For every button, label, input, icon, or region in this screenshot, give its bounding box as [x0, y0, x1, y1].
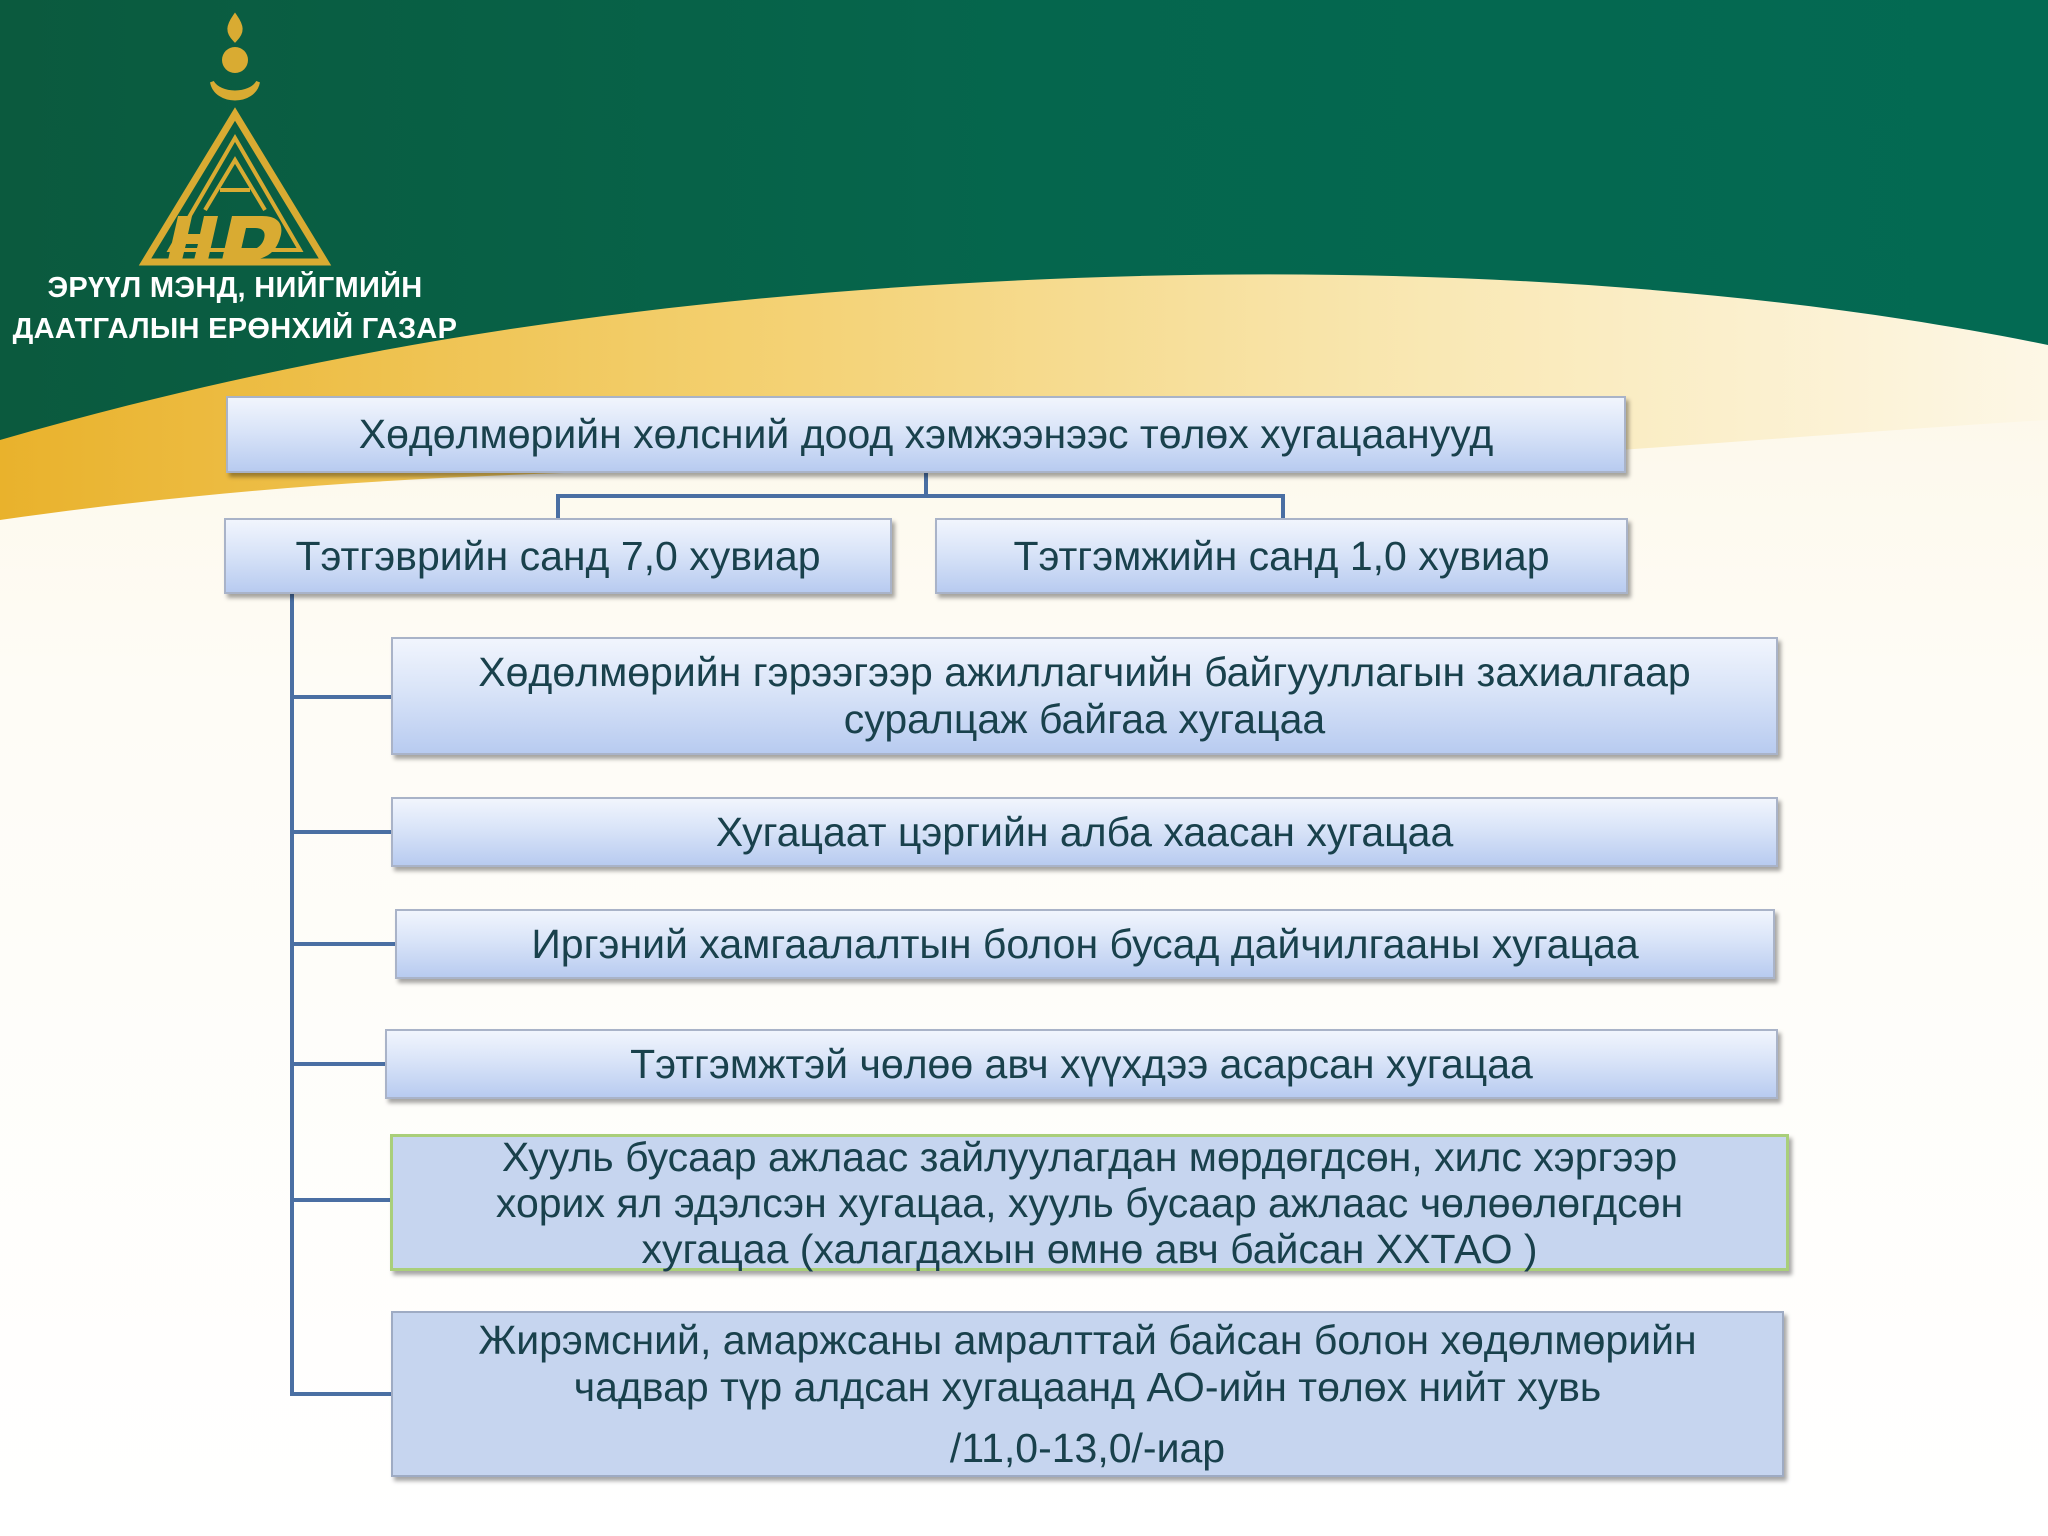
item-1-line-1: Хөдөлмөрийн гэрээгээр ажиллагчийн байгууллагын захиалгаар [478, 649, 1691, 695]
item-5-line-1: Хууль бусаар ажлаас зайлуулагдан мөрдөгдсөн, хилс хэргээр [501, 1133, 1678, 1180]
item-box-6 [391, 1311, 1784, 1477]
branch-pension-fund-box [224, 518, 892, 594]
branch-benefit-fund-box [935, 518, 1628, 594]
org-name-line-1: ЭРҮҮЛ МЭНД, НИЙГМИЙН [47, 272, 423, 304]
item-box-4 [385, 1029, 1778, 1099]
diagram-root-box [226, 396, 1626, 473]
branch-pension-fund-label: Тэтгэврийн санд 7,0 хувиар [295, 532, 821, 579]
item-3-line-1: Иргэний хамгаалалтын болон бусад дайчилгааны хугацаа [531, 920, 1639, 967]
item-box-3 [395, 909, 1775, 979]
item-6-line-1: Жирэмсний, амаржсаны амралттай байсан болон хөдөлмөрийн [478, 1316, 1697, 1363]
item-6-line-2: чадвар түр алдсан хугацаанд АО-ийн төлөх нийт хувь [573, 1363, 1602, 1410]
organization-name [0, 268, 470, 350]
soyombo-nd-logo-icon [130, 10, 340, 270]
item-5-line-2: хорих ял эдэлсэн хугацаа, хууль бусаар ажлаас чөлөөлөгдсөн [495, 1179, 1684, 1226]
branch-benefit-fund-label: Тэтгэмжийн санд 1,0 хувиар [1013, 532, 1550, 579]
item-4-line-1: Тэтгэмжтэй чөлөө авч хүүхдээ асарсан хугацаа [630, 1040, 1533, 1087]
item-box-5 [390, 1134, 1789, 1271]
item-5-line-3: хугацаа (халагдахын өмнө авч байсан ХХТАО ) [641, 1225, 1538, 1272]
item-box-1 [391, 637, 1778, 755]
org-name-line-2: ДААТГАЛЫН ЕРӨНХИЙ ГАЗАР [12, 313, 458, 345]
item-6-line-3: /11,0-13,0/-иар [949, 1424, 1226, 1471]
diagram-root-label: Хөдөлмөрийн хөлсний доод хэмжээнээс төлөх хугацаанууд [358, 411, 1494, 457]
item-box-2 [391, 797, 1778, 867]
item-1-line-2: суралцаж байгаа хугацаа [843, 696, 1326, 742]
item-2-line-1: Хугацаат цэргийн алба хаасан хугацаа [715, 808, 1454, 855]
